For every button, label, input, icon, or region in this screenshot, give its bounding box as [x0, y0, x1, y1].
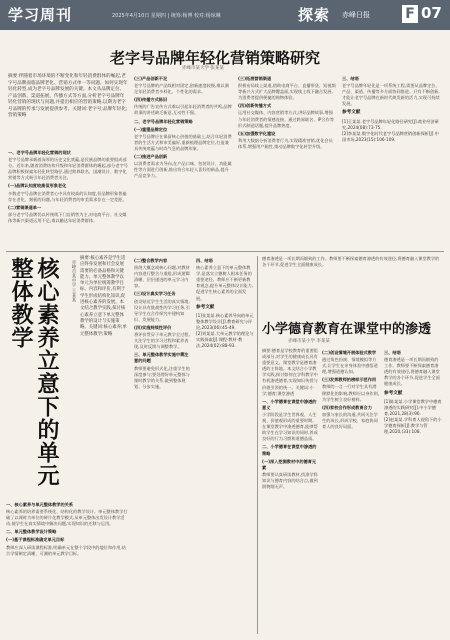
article3-col2-p4: (四)家校合作形成教育合力 [322, 404, 372, 410]
article2-col2-p4: (四)实施持续性评价 [134, 324, 172, 330]
article2-reference-1: [1]张某某.核心素养导向的单元整体教学设计[J].教育研究与评论,2023(06):45-49. [196, 312, 254, 330]
article2-col2-p7: 教师要避免形式化,注重学生的深度参与;要处理好单元整体与课时教学的关系,做到整体规划、分步实施。 [134, 365, 190, 389]
article2-col3-p0: 四、结语 [196, 258, 213, 263]
article2-col2 [134, 256, 192, 634]
section-divider-vertical [257, 256, 258, 634]
article3-col2 [322, 348, 380, 634]
article1-col3-p2: (四)创新传播方式 [238, 103, 272, 109]
article2-col2-p3: 创设贴近学生生活的真实情境,设计具有挑战性的学习任务,引导学生在合作探究中建构知识、发展能力。 [134, 298, 190, 322]
article1-col2-p3: 传统的广告宣传方式难以引起年轻消费者的共鸣,品牌故事的讲述缺乏新意,互动性不强。 [134, 104, 232, 116]
article2-col1-p3: (一)基于课程标准确定单元目标 [6, 537, 65, 543]
article2-references-heading: 参考文献 [196, 304, 215, 310]
section-name-left: 学习周刊 [8, 6, 73, 24]
article3-col1 [262, 348, 318, 634]
article1-col2 [134, 74, 232, 248]
article3-reference-1: [1]陈某某.小学课堂教学中德育渗透的实践研究[J].中小学德育,2021,28(3):96. [384, 398, 442, 416]
article1-references-heading: 参考文献 [342, 110, 361, 116]
article1-col2-p6: 老字号品牌应在保留核心价值的基础上,结合年轻消费者的生活方式和审美偏好,重新梳理品牌定位,打造兼具传统底蕴与时尚气息的品牌形象。 [134, 133, 232, 151]
article3-col2-p3: 教师的一言一行对学生具有潜移默化的影响,教师应以身作则,为学生树立良好榜样。 [322, 384, 380, 402]
article1-col2-p1: 老字号品牌的产品线相对固定,创新速度较慢,难以满足年轻消费者多样化、个性化的需求。 [134, 83, 229, 95]
article3-col2-p1: 通过角色扮演、情境模拟等方式,让学生在亲身体验中感悟道理,增强道德认知。 [322, 357, 378, 375]
article1-col1-p1: 老字号品牌承载着深厚的历史文化底蕴,是民族品牌的重要组成部分。近年来,随着消费结构升级和年轻消费群体的崛起,部分老字号品牌积极探索年轻化转型路径,通过跨界联名、国潮设计、数字化营销等方式吸引年轻消费者关注。 [8, 157, 128, 181]
article3-col1-p0: 一、小学德育在课堂中渗透的意义 [262, 398, 317, 410]
article1-col3 [238, 74, 336, 248]
article3-col2-p0: (二)创设情境开展体验式教学 [322, 350, 377, 355]
article1-title: 老字号品牌年轻化营销策略研究 [110, 49, 321, 67]
article1-col3-p4: (五)加强数字化建设 [238, 130, 276, 136]
issue-meta: 2025年4月10日 星期四 | 统筹:杨博 校对:杨琼琳 [112, 13, 221, 19]
article3-col1-p2: 二、小学德育在课堂中渗透的策略 [262, 444, 317, 456]
page-letter-badge: F [402, 5, 418, 23]
article3-references-heading: 参考文献 [384, 390, 403, 396]
article3-abstract: 摘要:德育是学校教育的重要组成部分,对学生的健康成长具有重要意义。课堂教学是德育渗透的主阵地。本文结合小学教学实践,探讨如何在学科教学中有机渗透德育,实现知识传授与价值引领的统一。关键词:小学;德育;课堂渗透 [262, 348, 318, 396]
article3-col2-p5: 加强与家长的沟通,共同关注学生的成长,形成学校、家庭协同育人的良好局面。 [322, 411, 378, 430]
article1-col3-p1: 积极布局线上渠道,借助电商平台、直播带货、短视频等新兴方式扩大品牌覆盖面,实现线上线下融合发展,为消费者提供便捷的购物体验。 [238, 83, 336, 101]
article3-col1-p3: (一)深入挖掘教材中的德育元素 [262, 458, 317, 470]
article1-col4 [342, 74, 442, 248]
article2-col2-p5: 将评价贯穿于单元教学全过程,关注学生的学习过程和素养表现,及时反馈与调整教学。 [134, 332, 190, 350]
article2-abstract: 摘要:核心素养是学生适应终身发展和社会发展需要的必备品格和关键能力。单元整体教学以单元为单位统筹教学目标、内容和评价,有利于学生形成结构化知识,促进核心素养的发展。本文结合教学实践,探讨核心素养立意下单元整体教学的设计与实施策略。关键词:核心素养;单元整体教学;策略 [80, 256, 127, 337]
article2-col1-p2: 二、单元整体教学设计策略 [6, 529, 57, 535]
article3-top-continuation [262, 256, 442, 312]
article3-top-p0: 德育渗透是一项长期而细致的工作。教师要不断探索德育渗透的有效途径,将德育融入课堂教学的各个环节,促进学生全面健康成长。 [262, 256, 440, 268]
article1-col2-p0: (三)产品创新不足 [134, 76, 168, 81]
article1-byline: 赤峰市某大学 张某某 [182, 66, 224, 71]
article1-col1-p4: (二)营销渠道单一 [8, 204, 42, 210]
article3-title: 小学德育教育在课堂中的渗透 [262, 322, 432, 337]
article2-byline: 赤峰市某中学 王某某 [71, 260, 76, 302]
article2-col1-p1: 核心素养的培养需要系统化、结构化的教学设计。单元整体教学打破了以课时为单位的碎片化教学模式,从单元整体出发设计教学活动,使学生在真实情境中解决问题,实现知识的迁移与运用。 [6, 509, 128, 527]
article1-col1-p2: (一)品牌认知度较高但形象老化 [8, 183, 67, 189]
article2-col1-p0: 一、核心素养与单元整体教学的关系 [6, 502, 74, 507]
article2-col2-p1: 围绕大概念或核心问题,对教材内容进行整合与重组,形成逻辑清晰、层层递进的单元学习内容。 [134, 265, 190, 289]
article2-col3 [196, 256, 254, 634]
article1-col4-p0: 三、结语 [342, 76, 359, 81]
article1-col1 [8, 148, 128, 248]
article1-col1-p0: 一、老字号品牌年轻化营销的现状 [8, 150, 71, 155]
article1-col2-p2: (四)传播方式陈旧 [134, 97, 168, 103]
article2-col3-p1: 核心素养立意下的单元整体教学,是落实立德树人根本任务的重要途径。教师应不断更新教育观念,提升单元整体设计能力,促进学生核心素养的全面发展。 [196, 265, 254, 301]
article2-title: 核心素养立意下的单元整体教学 [8, 257, 60, 487]
article2-col2-p0: (二)整合教学内容 [134, 258, 168, 263]
article3-col1-p1: 小学阶段是学生世界观、人生观、价值观形成的重要时期。在课堂教学中渗透德育,能够帮助学生在学习知识的同时,养成良好的行为习惯和道德品质。 [262, 411, 318, 442]
article3-col1-p4: 教师要认真研读教材,找准学科知识与德育内容的结合点,做到润物细无声。 [262, 471, 318, 489]
article2-col1 [6, 500, 128, 634]
article3-col3-p1: 德育渗透是一项长期而细致的工作。教师要不断探索德育渗透的有效途径,将德育融入课堂教学的各个环节,促进学生全面健康成长。 [384, 357, 440, 387]
article1-col4-p1: 老字号品牌年轻化是一项系统工程,需要从品牌定位、产品、渠道、传播等多方面协同推进。只有不断创新,才能让老字号品牌在新时代焕发新的活力,实现可持续发展。 [342, 83, 440, 107]
article1-col3-p3: 运用社交媒体、内容营销等方式,讲好品牌故事,增强与年轻消费者的情感连接。通过跨界联名、IP合作等形式制造话题,提升品牌热度。 [238, 110, 334, 128]
article3-reference-2: [2]赵某某.学科育人视角下的小学德育探析[J].教学与管理,2020,(33):108. [384, 416, 442, 434]
article3-byline: 赤峰市某小学 李某某 [288, 339, 330, 344]
article1-col2-p8: 以消费者需求为导向,在产品口味、包装设计、功能属性等方面进行创新,推出符合年轻人喜好的新品,提升产品竞争力。 [134, 161, 232, 179]
article3-col3 [384, 348, 442, 634]
page-number: 07 [421, 4, 442, 22]
section-divider-horizontal [6, 251, 444, 252]
article1-col2-p4: 二、老字号品牌年轻化营销策略 [134, 118, 193, 124]
article1-col3-p5: 利用大数据分析消费者行为,实现精准营销,优化会员体系,增强用户黏性,推动品牌数字化转型升级。 [238, 137, 333, 149]
article1-col2-p7: (二)推进产品创新 [134, 154, 168, 160]
article1-reference-2: [2]李某某.数字化时代老字号品牌营销创新探析[J].中国市场,2023(15):106-109. [342, 130, 439, 142]
article2-reference-2: [2]刘某某.大单元教学的理论与实践探索[J].课程·教材·教法,2024(02):88-93. [196, 330, 254, 348]
article3-col3-p0: 三、结语 [384, 350, 401, 355]
page-header [0, 0, 450, 30]
article2-col1-p4: 教师应深入研读课程标准,明确单元在整个学段中的地位和作用,结合学情制定清晰、可测的单元教学目标。 [6, 544, 126, 556]
article1-abstract: 摘要:伴随着市场环境的不断变化和年轻消费群体的崛起,老字号品牌面临品牌老化、营销方式单一等问题。如何实现年轻化转型,成为老字号品牌发展的关键。本文从品牌定位、产品创新、渠道拓展、传播方式等方面,分析老字号品牌年轻化营销的现状与问题,并提出相应的营销策略,以期为老字号品牌的传承与发展提供参考。关键词:老字号;品牌年轻化;营销策略 [8, 74, 128, 118]
article1-col2-p5: (一)重塑品牌定位 [134, 126, 168, 132]
article1-reference-1: [1]王某某.老字号品牌年轻化路径研究[J].商业经济研究,2024(08):73-75. [342, 118, 439, 130]
article2-col2-p2: (三)设计真实学习任务 [134, 291, 176, 297]
masthead-logo: 赤峰日报 [342, 11, 370, 19]
article2-col2-p6: 三、单元整体教学实施中需注意的问题 [134, 352, 189, 364]
article3-col2-p2: (三)发挥教师的榜样示范作用 [322, 377, 377, 383]
article1-col1-p5: 部分老字号品牌仍以传统线下门店销售为主,对电商平台、社交媒体等新兴渠道运用不足,难以触达年轻消费群体。 [8, 211, 127, 223]
section-name-right: 探索 [298, 6, 331, 24]
article1-col1-p3: 多数老字号品牌在消费者心中具有较高的认知度,但品牌形象普遍存在老化、刻板的问题,与年轻消费者的审美需求存在一定差距。 [8, 190, 127, 202]
article1-col3-p0: (三)拓展营销渠道 [238, 76, 272, 81]
